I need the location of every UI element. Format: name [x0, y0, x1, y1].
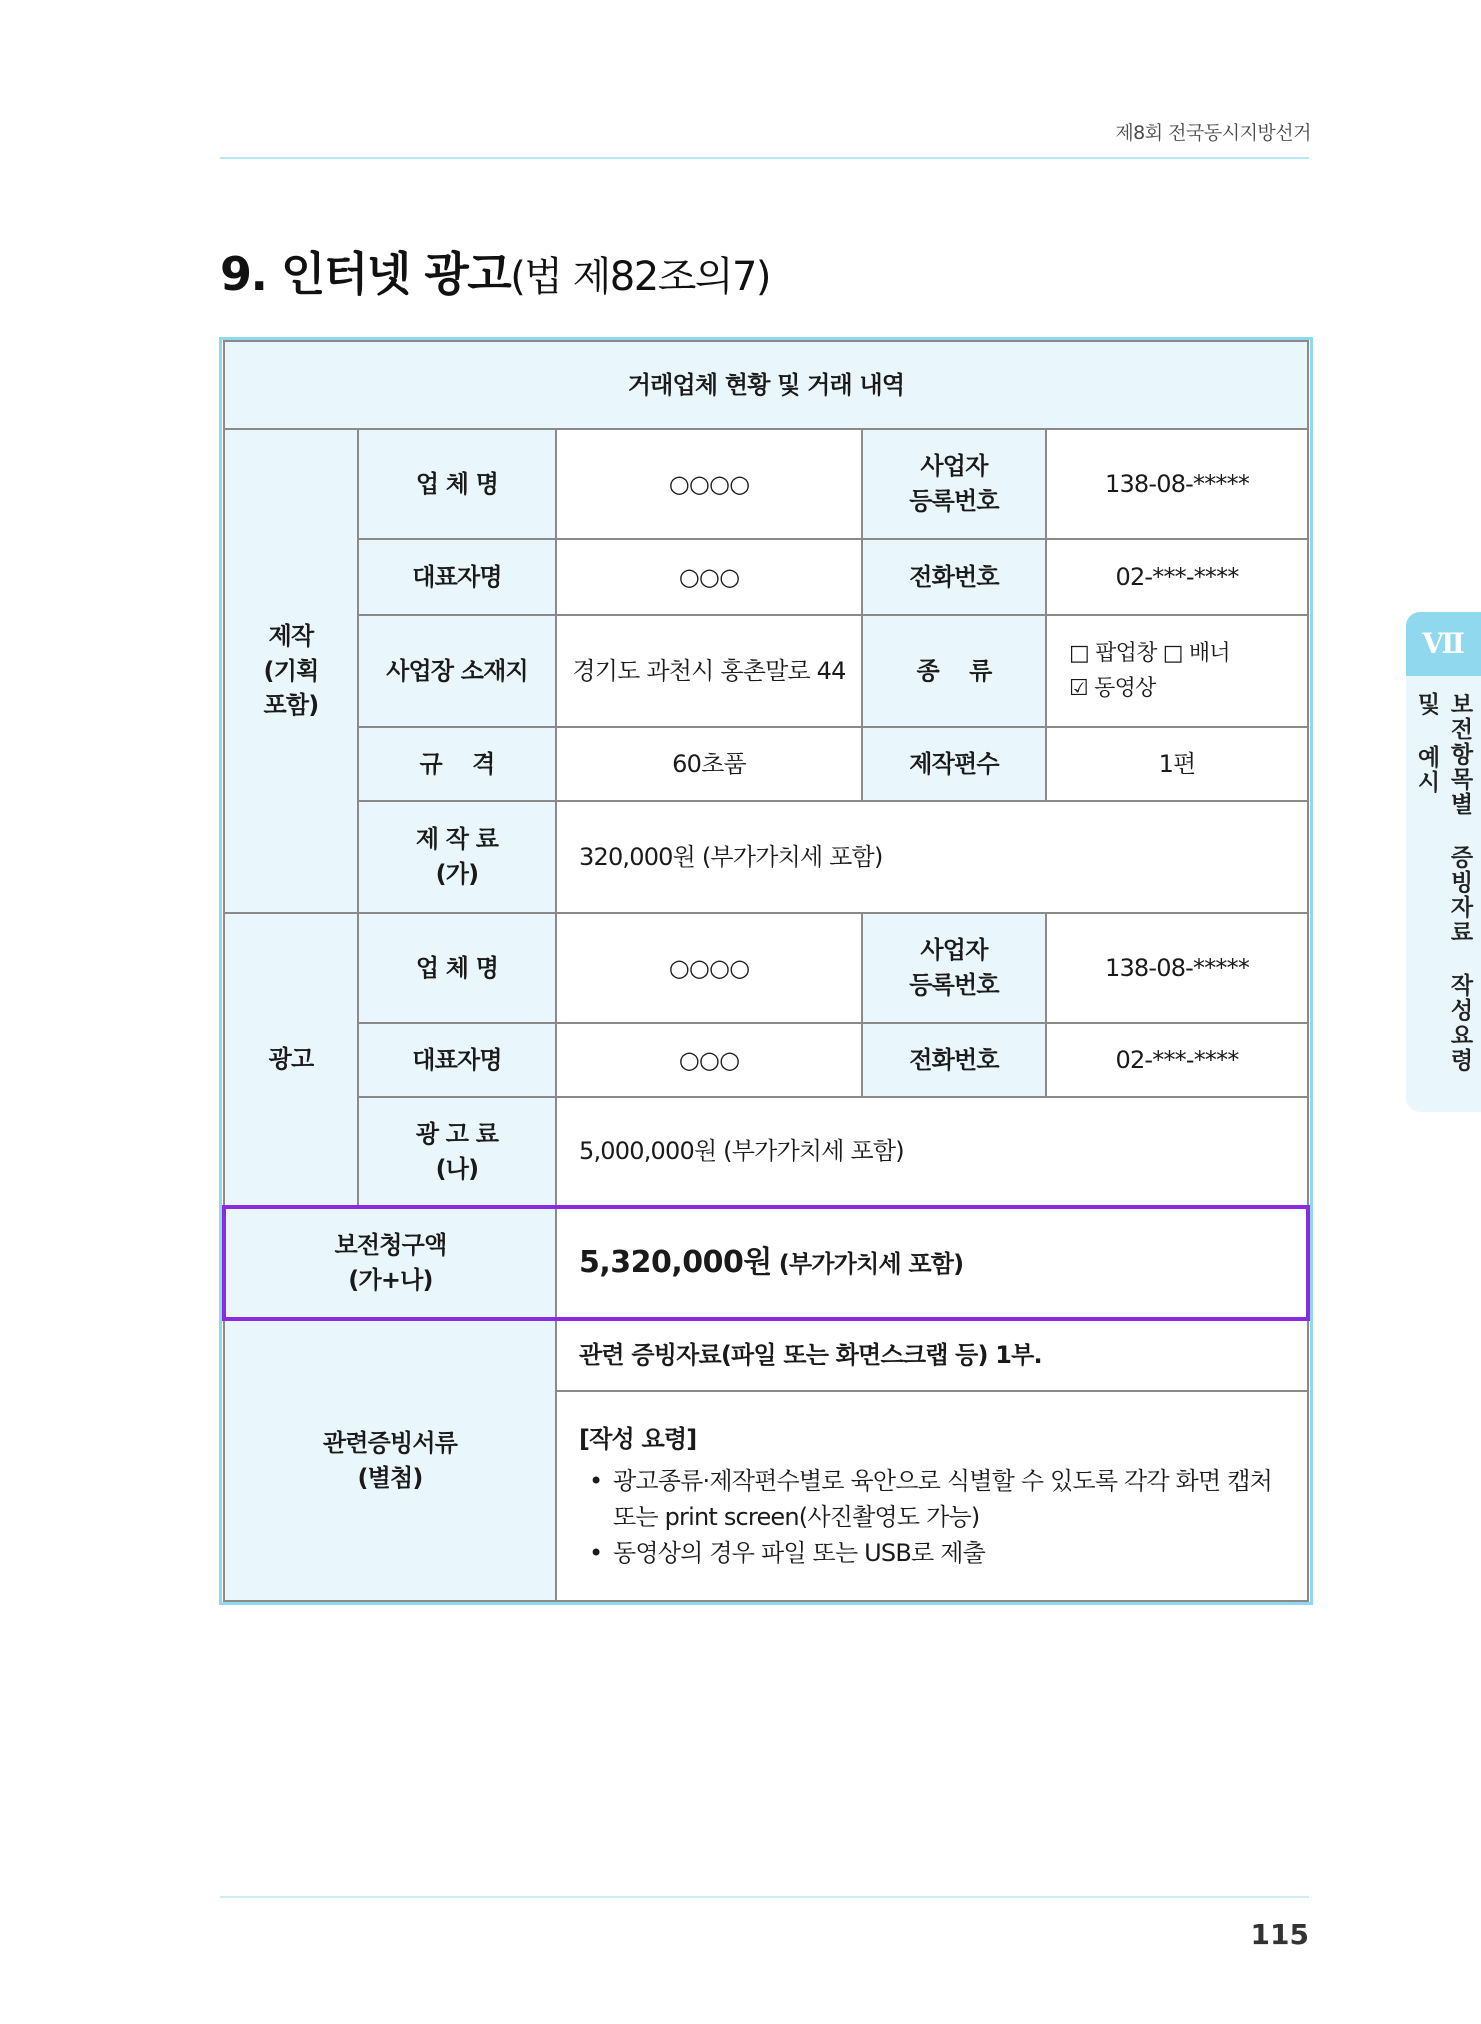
prod-address-value: 경기도 과천시 홍촌말로 44 — [556, 615, 862, 727]
prod-type-label: 종 류 — [862, 615, 1046, 727]
docs-line1: 관련 증빙자료(파일 또는 화면스크랩 등) 1부. — [556, 1319, 1308, 1391]
guide-list — [579, 1463, 1307, 1571]
prod-bizno-label: 사업자 등록번호 — [862, 429, 1046, 539]
ad-company-label: 업 체 명 — [358, 913, 556, 1023]
transaction-table — [222, 340, 1310, 1602]
title-main: 9. 인터넷 광고 — [220, 247, 511, 301]
prod-fee-label: 제 작 료 (가) — [358, 801, 556, 913]
title-sub: (법 제82조의7) — [510, 254, 771, 300]
election-name: 제8회 전국동시지방선거 — [1115, 122, 1311, 144]
ad-group-label: 광고 — [224, 913, 358, 1207]
total-amount: 5,320,000원 — [579, 1245, 772, 1281]
total-label: 보전청구액 (가+나) — [224, 1207, 556, 1319]
prod-address-label: 사업장 소재지 — [358, 615, 556, 727]
prod-type-value — [1046, 615, 1308, 727]
production-group-label: 제작 (기획 포함) — [224, 429, 358, 913]
type-option-line1: □ 팝업창 □ 배너 — [1069, 640, 1230, 666]
prod-fee-value: 320,000원 (부가가치세 포함) — [556, 801, 1308, 913]
total-value — [556, 1207, 1308, 1319]
prod-rep-value: ○○○ — [556, 539, 862, 615]
prod-count-label: 제작편수 — [862, 727, 1046, 801]
chapter-number: Ⅶ — [1406, 612, 1481, 676]
page-number: 115 — [1250, 1918, 1309, 1951]
ad-phone-value: 02-***-**** — [1046, 1023, 1308, 1097]
ad-rep-label: 대표자명 — [358, 1023, 556, 1097]
chapter-label — [1406, 692, 1481, 1112]
header-divider — [220, 157, 1309, 159]
prod-count-value: 1편 — [1046, 727, 1308, 801]
ad-fee-label: 광 고 료 (나) — [358, 1097, 556, 1207]
total-note: (부가가치세 포함) — [778, 1250, 964, 1279]
prod-phone-label: 전화번호 — [862, 539, 1046, 615]
chapter-label-text: 보전항목별 증빙자료 작성요령 및 예시 — [1413, 692, 1473, 1073]
prod-company-value: ○○○○ — [556, 429, 862, 539]
docs-guide — [556, 1391, 1308, 1601]
guide-title: [작성 요령] — [579, 1425, 697, 1453]
type-option-line2: ☑ 동영상 — [1069, 676, 1156, 701]
chapter-side-tab — [1406, 612, 1481, 1112]
ad-bizno-label: 사업자 등록번호 — [862, 913, 1046, 1023]
prod-bizno-value: 138-08-***** — [1046, 429, 1308, 539]
ad-phone-label: 전화번호 — [862, 1023, 1046, 1097]
ad-fee-value: 5,000,000원 (부가가치세 포함) — [556, 1097, 1308, 1207]
docs-label: 관련증빙서류 (별첨) — [224, 1319, 556, 1601]
prod-spec-label: 규 격 — [358, 727, 556, 801]
prod-company-label: 업 체 명 — [358, 429, 556, 539]
page-title — [220, 238, 770, 304]
prod-rep-label: 대표자명 — [358, 539, 556, 615]
ad-rep-value: ○○○ — [556, 1023, 862, 1097]
footer-divider — [220, 1896, 1309, 1898]
ad-company-value: ○○○○ — [556, 913, 862, 1023]
prod-phone-value: 02-***-**** — [1046, 539, 1308, 615]
prod-spec-value: 60초품 — [556, 727, 862, 801]
guide-bullet-2: • 동영상의 경우 파일 또는 USB로 제출 — [613, 1535, 1307, 1571]
table-heading: 거래업체 현황 및 거래 내역 — [224, 341, 1308, 429]
ad-bizno-value: 138-08-***** — [1046, 913, 1308, 1023]
guide-bullet-1: • 광고종류·제작편수별로 육안으로 식별할 수 있도록 각각 화면 캡처 또는 print screen(사진촬영도 가능) — [613, 1463, 1307, 1535]
